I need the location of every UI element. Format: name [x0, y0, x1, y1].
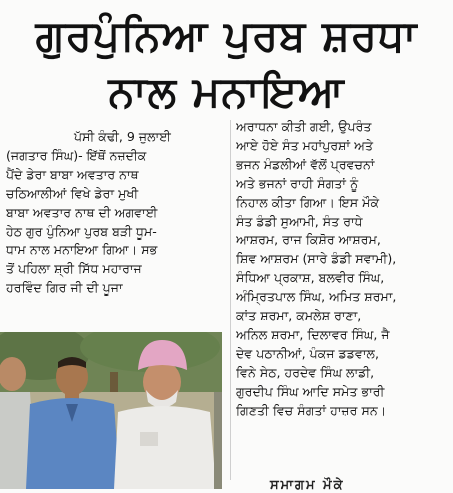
article-text-line: ਦੇਵ ਪਠਾਨੀਆਂ, ਪੰਕਜ ਡਡਵਾਲ, — [236, 345, 379, 361]
article-text-line: ਕਾਂਤ ਸ਼ਰਮਾ, ਕਮਲੇਸ਼ ਰਾਣਾ, — [236, 308, 362, 324]
article-text-line: ਨਿਹਾਲ ਕੀਤਾ ਗਿਆ। ਇਸ ਮੌਕੇ — [236, 194, 380, 210]
article-text-line: ਧਾਮ ਨਾਲ ਮਨਾਇਆ ਗਿਆ। ਸਭ — [6, 242, 158, 258]
article-text-line: (ਜਗਤਾਰ ਸਿੰਘ)- ਇੱਥੋਂ ਨਜ਼ਦੀਕ — [6, 147, 147, 163]
article-text-line: ਬਾਬਾ ਅਵਤਾਰ ਨਾਥ ਦੀ ਅਗਵਾਈ — [6, 204, 158, 220]
article-text-line: ਸੰਤ ਡੰਡੀ ਸੁਆਮੀ, ਸੰਤ ਰਾਧੇ — [236, 213, 363, 229]
article-text-line: ਗੁਰਦੀਪ ਸਿੰਘ ਆਦਿ ਸਮੇਤ ਭਾਰੀ — [236, 383, 385, 399]
article-text-line: ਭਜਨ ਮੰਡਲੀਆਂ ਵੱਲੋਂ ਪ੍ਰਵਚਨਾਂ — [236, 156, 375, 172]
article-text-line: ਸੰਧਿਆ ਪ੍ਰਕਾਸ਼, ਬਲਵੀਰ ਸਿੰਘ, — [236, 270, 385, 286]
article-text-line: ਸ਼ਿਵ ਆਸ਼ਰਮ (ਸਾਰੇ ਡੰਡੀ ਸਵਾਮੀ), — [236, 251, 397, 267]
article-text-line: ਅੰਮ੍ਰਿਤਪਾਲ ਸਿੰਘ, ਅਮਿਤ ਸ਼ਰਮਾ, — [236, 289, 397, 305]
article-text-line: ਵਿਨੇ ਸੇਠ, ਹਰਦੇਵ ਸਿੰਘ ਲਾਡੀ, — [236, 364, 375, 380]
article-left-column — [6, 128, 228, 298]
photo-cutline: ਸਮਾਗਮ ਮੌਕੇ — [270, 478, 345, 493]
column-divider — [230, 120, 231, 480]
article-text-line: ਚਠਿਆਲੀਆਂ ਵਿਖੇ ਡੇਰਾ ਮੁਖੀ — [6, 185, 139, 201]
article-text-line: ਆਸ਼ਰਮ, ਰਾਜ ਕਿਸ਼ੋਰ ਆਸ਼ਰਮ, — [236, 232, 381, 248]
article-text-line: ਹਰਵਿੰਦ ਗਿਰ ਜੀ ਦੀ ਪੂਜਾ — [6, 280, 123, 296]
article-text-line: ਅਨਿਲ ਸ਼ਰਮਾ, ਦਿਲਾਵਰ ਸਿੰਘ, ਜੈ — [236, 326, 390, 342]
news-photo — [0, 332, 222, 489]
article-text-line: ਆਏ ਹੋਏ ਸੰਤ ਮਹਾਂਪੁਰਸ਼ਾਂ ਅਤੇ — [236, 137, 374, 153]
headline-line-2: ਨਾਲ ਮਨਾਇਆ — [108, 67, 345, 116]
article-text-line: ਗਿਣਤੀ ਵਿਚ ਸੰਗਤਾਂ ਹਾਜ਼ਰ ਸਨ। — [236, 402, 387, 418]
headline-line-1: ਗੁਰਪੁੰਨਿਆ ਪੁਰਬ ਸ਼ਰਧਾ — [35, 11, 418, 60]
article-text-line: ਅਤੇ ਭਜਨਾਂ ਰਾਹੀ ਸੰਗਤਾਂ ਨੂੰ — [236, 175, 359, 191]
article-right-column — [236, 118, 450, 421]
article-text-line: ਪੈਂਦੇ ਡੇਰਾ ਬਾਬਾ ਅਵਤਾਰ ਨਾਥ — [6, 166, 139, 182]
article-dateline: ਪੱਸੀ ਕੰਢੀ, 9 ਜੁਲਾਈ — [74, 129, 171, 144]
article-text-line: ਹੇਠ ਗੁਰ ਪੁੰਨਿਆ ਪੁਰਬ ਬੜੀ ਧੂਮ- — [6, 223, 157, 239]
article-text-line: ਤੋਂ ਪਹਿਲਾ ਸ਼੍ਰੀ ਸਿੱਧ ਮਹਾਰਾਜ — [6, 261, 142, 277]
article-text-line: ਅਰਾਧਨਾ ਕੀਤੀ ਗਈ, ਉਪਰੰਤ — [236, 119, 372, 134]
